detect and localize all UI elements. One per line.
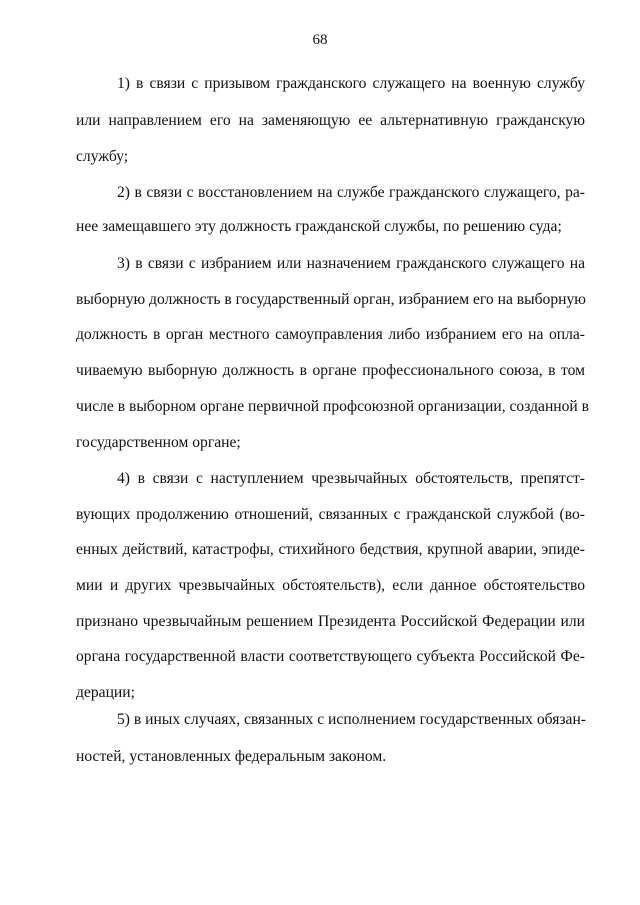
- item-4-line-4: мии и других чрезвычайных обстоятельств), если данное обстоятельство: [76, 577, 585, 594]
- item-3-line-4: чиваемую выборную должность в органе профессионального союза, в том: [76, 362, 585, 379]
- item-2-line-2: нее замещавшего эту должность гражданской службы, по решению суда;: [76, 218, 562, 235]
- item-3-line-6: государственном органе;: [76, 434, 241, 451]
- item-2-line-1: 2) в связи с восстановлением на службе гражданского служащего, ра-: [117, 184, 585, 201]
- item-4-line-1: 4) в связи с наступлением чрезвычайных обстоятельств, препятст-: [117, 470, 585, 487]
- item-4-line-3: енных действий, катастрофы, стихийного бедствия, крупной аварии, эпиде-: [76, 541, 585, 558]
- item-4-line-5: признано чрезвычайным решением Президента Российской Федерации или: [76, 613, 585, 630]
- item-1-line-2: или направлением его на заменяющую ее альтернативную гражданскую: [76, 112, 585, 129]
- item-3-line-2: выборную должность в государственный орган, избранием его на выборную: [76, 291, 586, 308]
- item-1-line-1: 1) в связи с призывом гражданского служащего на военную службу: [117, 75, 585, 92]
- item-4-line-2: вующих продолжению отношений, связанных с гражданской службой (во-: [76, 506, 585, 523]
- item-4-line-6: органа государственной власти соответствующего субъекта Российской Фе-: [76, 648, 585, 665]
- item-5-line-1: 5) в иных случаях, связанных с исполнением государственных обязан-: [117, 711, 586, 728]
- item-3-line-3: должность в орган местного самоуправления либо избранием его на опла-: [76, 326, 585, 343]
- item-5-line-2: ностей, установленных федеральным законом.: [76, 748, 387, 765]
- page-number: 68: [312, 32, 328, 48]
- item-4-line-7: дерации;: [76, 684, 135, 701]
- item-1-line-3: службу;: [76, 148, 129, 165]
- item-3-line-5: числе в выборном органе первичной профсоюзной организации, созданной в: [76, 398, 590, 415]
- item-3-line-1: 3) в связи с избранием или назначением гражданского служащего на: [117, 255, 585, 272]
